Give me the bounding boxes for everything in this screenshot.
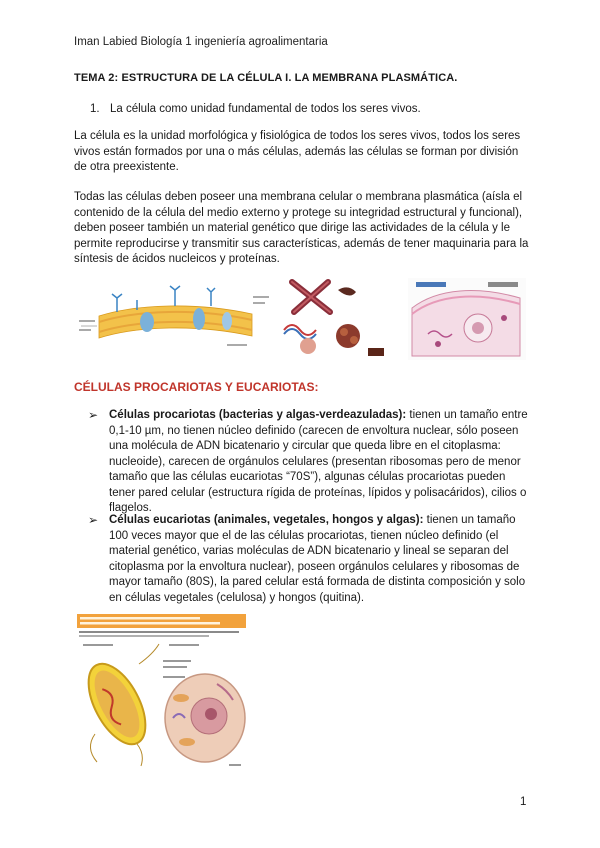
section-heading: CÉLULAS PROCARIOTAS Y EUCARIOTAS:: [74, 380, 319, 394]
arrow-bullet-icon: ➢: [88, 408, 99, 422]
bullet-eukaryotes: [88, 513, 528, 606]
bullet-term: Células procariotas (bacterias y algas-verdeazuladas):: [109, 409, 407, 421]
prokaryote-eukaryote-comparison-image: [77, 614, 246, 772]
bullet-text: [109, 408, 528, 517]
item-number: 1.: [90, 103, 100, 115]
page-title: TEMA 2: ESTRUCTURA DE LA CÉLULA I. LA MEMBRANA PLASMÁTICA.: [74, 72, 458, 84]
chromosome-dna-image: [278, 278, 388, 360]
page-header: Iman Labied Biología 1 ingeniería agroalimentaria: [74, 36, 328, 48]
arrow-bullet-icon: ➢: [88, 513, 99, 527]
paragraph-cell-definition: La célula es la unidad morfológica y fisiológica de todos los seres vivos, todos los seres vivos están formados por una o más células, además las células se forman por división de otra preexistente.: [74, 130, 521, 173]
bullet-description: tienen un tamaño entre 0,1-10 µm, no tienen núcleo definido (carecen de envoltura nuclear, sólo poseen una molécula de ADN bicatenario y circular que queda libre en el citoplasma: nucleoide), carecen de orgánulos celulares (presentan ribosomas pero de menor tamaño que las células eucariotas “70S”), algunas células procariotas pueden tener pared celular (estructura rígida de proteínas, lípidos y polisacáridos), cilios o flagelos.: [109, 409, 528, 514]
cell-section-image: [408, 278, 526, 360]
item-text: La célula como unidad fundamental de todos los seres vivos.: [110, 103, 421, 115]
bullet-prokaryotes: [88, 408, 528, 517]
paragraph-cell-requirements: Todas las células deben poseer una membrana celular o membrana plasmática (aísla el contenido de la célula del medio externo y protege su integridad estructural y funcional), deben poseer también un material genético que dirige las actividades de la célula y le permite reproducirse y transmitir sus características, además de tener maquinaria para la síntesis de ácidos nucleicos y proteínas.: [74, 191, 529, 265]
bullet-term: Células eucariotas (animales, vegetales, hongos y algas):: [109, 514, 424, 526]
page-number: 1: [520, 796, 527, 808]
numbered-item: [90, 103, 421, 115]
bullet-description: tienen un tamaño 100 veces mayor que el de las células procariotas, tienen núcleo definido (el material genético, varias moléculas de ADN bicatenario y lineal se separan del citoplasma por la envoltura nuclear), poseen orgánulos celulares y ribosomas de mayor tamaño (80S), la pared celular está formada de distinta composición y solo en células vegetales (celulosa) y hongos (quitina).: [109, 514, 526, 604]
bullet-text: [109, 513, 528, 606]
membrane-diagram-image: [77, 276, 273, 356]
